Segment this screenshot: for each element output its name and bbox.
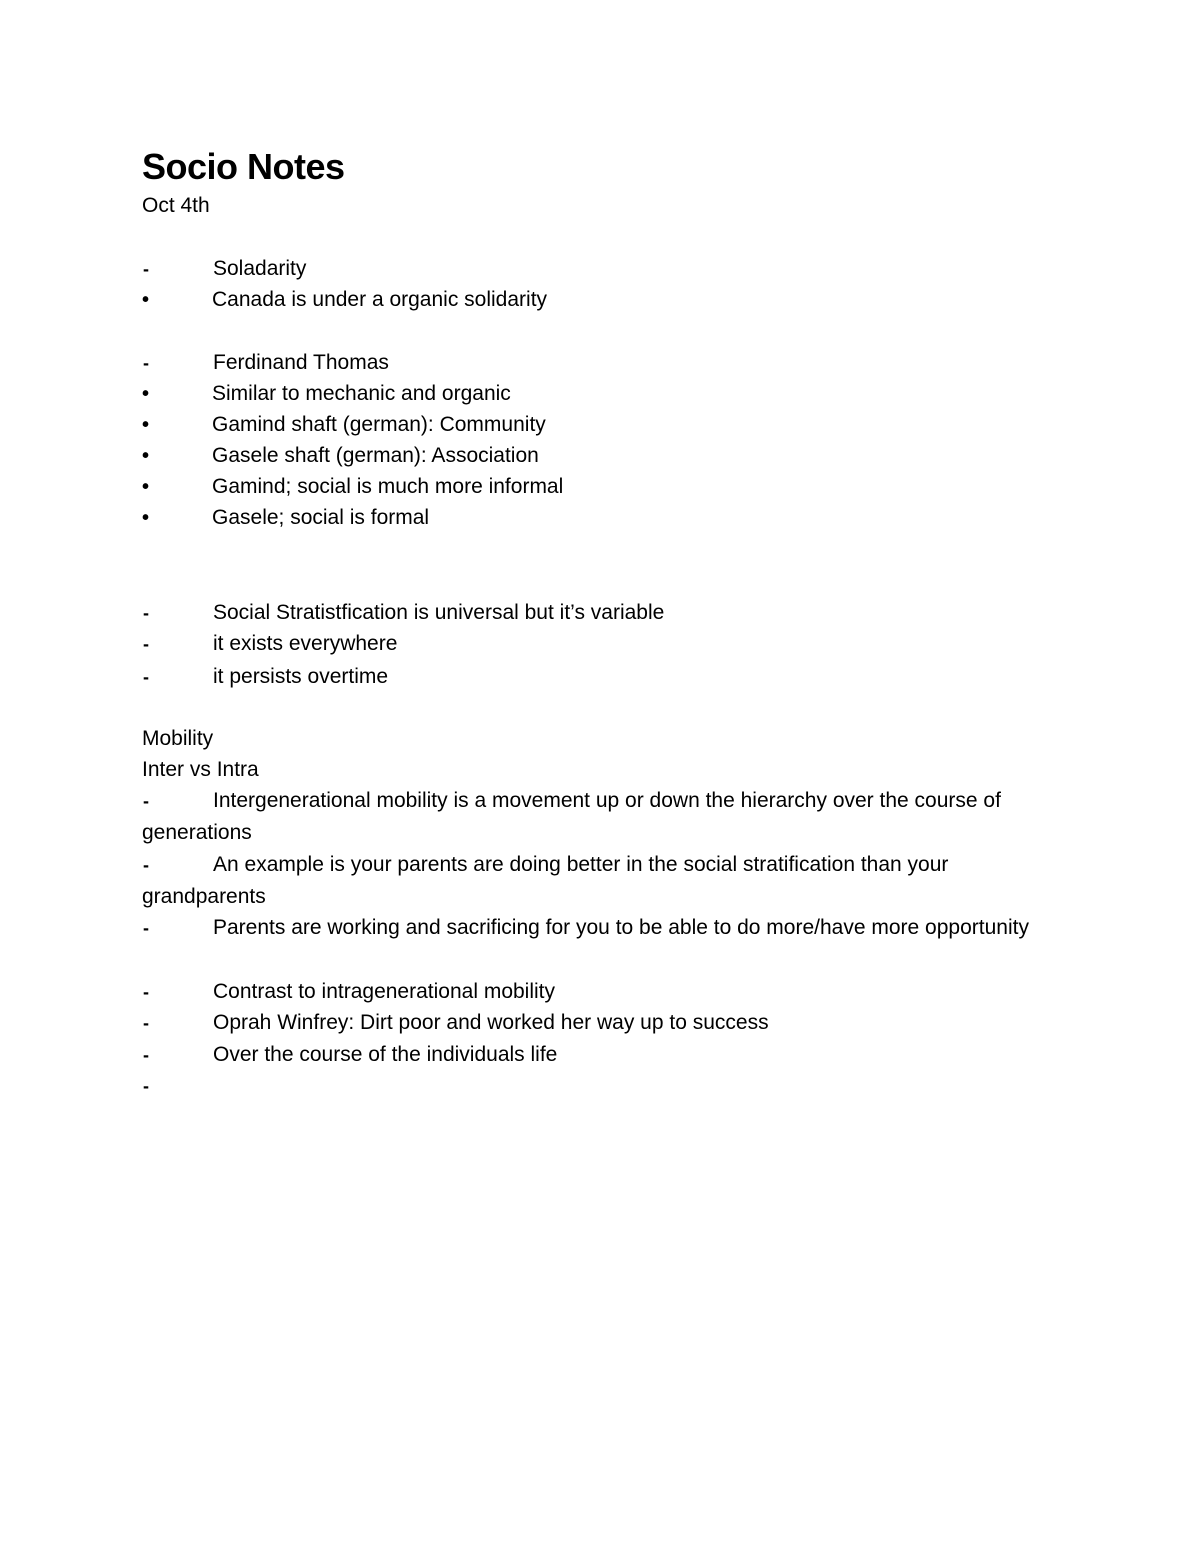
list-item <box>142 599 664 627</box>
list-item <box>142 1072 213 1100</box>
dash-marker: - <box>143 634 149 654</box>
bullet-marker: • <box>142 414 150 436</box>
list-item-text: Canada is under a organic solidarity <box>212 288 548 311</box>
list-item <box>142 1041 557 1069</box>
list-item <box>142 912 1062 944</box>
dash-marker: - <box>143 259 149 279</box>
list-item-text: Over the course of the individuals life <box>213 1043 558 1066</box>
list-item <box>142 1009 769 1037</box>
list-item <box>142 785 1062 849</box>
list-item-text: Parents are working and sacrificing for you to be able to do more/have more opportunity <box>213 916 1029 939</box>
list-item-text: Intergenerational mobility is a movement up or down the hierarchy over the course of generations <box>142 789 1001 844</box>
mobility-heading: Mobility <box>142 727 214 750</box>
dash-marker: - <box>143 1013 149 1033</box>
dash-marker: - <box>143 667 149 687</box>
list-item <box>142 255 306 283</box>
list-item-text: Ferdinand Thomas <box>213 351 389 374</box>
list-item-text: Gamind shaft (german): Community <box>212 413 546 436</box>
list-item <box>142 978 555 1006</box>
list-item <box>142 442 539 470</box>
list-item-text: Social Stratistfication is universal but it’s variable <box>213 601 665 624</box>
list-item-text: Gasele shaft (german): Association <box>212 444 539 467</box>
list-item-text: Contrast to intragenerational mobility <box>213 980 556 1003</box>
list-item <box>142 349 389 377</box>
list-item <box>142 849 1062 913</box>
dash-marker: - <box>143 982 149 1002</box>
dash-marker: - <box>143 1076 149 1096</box>
bullet-marker: • <box>142 445 150 467</box>
dash-marker: - <box>143 855 149 875</box>
list-item-text: Gamind; social is much more informal <box>212 475 564 498</box>
list-item-text: Oprah Winfrey: Dirt poor and worked her way up to success <box>213 1011 769 1034</box>
list-item-text: Similar to mechanic and organic <box>212 382 511 405</box>
list-item <box>142 411 546 439</box>
list-item-text: it persists overtime <box>213 665 389 688</box>
list-item-text: Gasele; social is formal <box>212 506 430 529</box>
list-item <box>142 380 511 408</box>
dash-marker: - <box>143 353 149 373</box>
note-date: Oct 4th <box>142 194 210 217</box>
dash-marker: - <box>143 603 149 623</box>
bullet-marker: • <box>142 289 150 311</box>
list-item-text: Soladarity <box>213 257 307 280</box>
list-item <box>142 504 429 532</box>
dash-marker: - <box>143 791 149 811</box>
list-item <box>142 473 563 501</box>
mobility-subheading: Inter vs Intra <box>142 758 259 781</box>
dash-marker: - <box>143 1045 149 1065</box>
bullet-marker: • <box>142 507 150 529</box>
bullet-marker: • <box>142 476 150 498</box>
list-item-text: it exists everywhere <box>213 632 398 655</box>
list-item <box>142 663 388 691</box>
list-item <box>142 630 397 658</box>
bullet-marker: • <box>142 383 150 405</box>
list-item-text: An example is your parents are doing better in the social stratification than your grandparents <box>142 853 949 908</box>
dash-marker: - <box>143 918 149 938</box>
page-title: Socio Notes <box>142 146 345 187</box>
list-item <box>142 286 547 314</box>
